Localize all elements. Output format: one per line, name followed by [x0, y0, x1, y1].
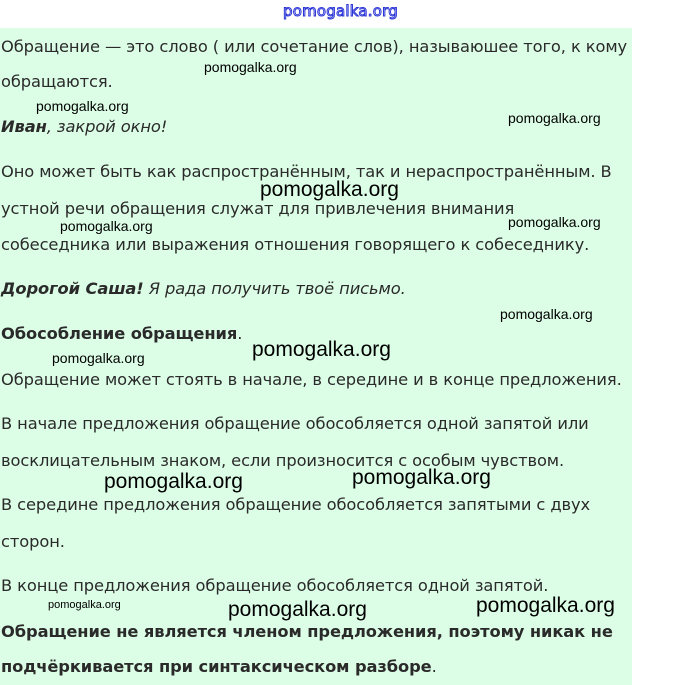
definition-line-2: обращаются.	[1, 72, 113, 91]
section-heading-dot: .	[237, 324, 243, 343]
section-heading-text: Обособление обращения	[1, 324, 238, 343]
definition-line-1: Обращение — это слово ( или сочетание слов), называюшее того, к кому	[1, 37, 628, 56]
site-link[interactable]: pomogalka.org	[283, 2, 398, 20]
watermark: pomogalka.org	[508, 110, 601, 126]
paragraph-5-line-2: сторон.	[1, 532, 65, 551]
paragraph-4-line-2: восклицательным знаком, если произносится с особым чувством.	[1, 451, 565, 470]
watermark: pomogalka.org	[500, 306, 593, 322]
watermark: pomogalka.org	[228, 598, 367, 621]
watermark: pomogalka.org	[60, 218, 153, 234]
paragraph-5-line-1: В середине предложения обращение обособляется запятыми с двух	[1, 495, 591, 514]
watermark: pomogalka.org	[204, 59, 297, 75]
paragraph-7-line-1: Обращение не является членом предложения, поэтому никак не	[1, 622, 613, 641]
example-2-text: Я рада получить твоё письмо.	[143, 279, 406, 298]
watermark: pomogalka.org	[476, 594, 615, 617]
example-1-name: Иван	[1, 117, 47, 136]
example-1-text: , закрой окно!	[46, 117, 168, 136]
paragraph-3: Обращение может стоять в начале, в середине и в конце предложения.	[1, 370, 622, 389]
watermark: pomogalka.org	[508, 214, 601, 230]
example-2	[1, 279, 406, 298]
paragraph-7-line-2	[1, 657, 437, 676]
paragraph-4-line-1: В начале предложения обращение обособляется одной запятой или	[1, 414, 589, 433]
watermark: pomogalka.org	[48, 599, 121, 611]
watermark: pomogalka.org	[252, 338, 391, 361]
watermark: pomogalka.org	[36, 98, 129, 114]
watermark: pomogalka.org	[260, 178, 399, 201]
watermark: pomogalka.org	[104, 470, 243, 493]
paragraph-2-line-2: устной речи обращения служат для привлечения внимания	[1, 199, 515, 218]
paragraph-7-dot: .	[431, 657, 437, 676]
example-1	[1, 117, 167, 136]
section-heading	[1, 324, 242, 343]
paragraph-2-line-3: собеседника или выражения отношения говорящего к собеседнику.	[1, 235, 590, 254]
paragraph-2-line-1: Оно может быть как распространённым, так и нераспространённым. В	[1, 162, 612, 181]
example-2-name: Дорогой Саша!	[1, 279, 144, 298]
watermark: pomogalka.org	[52, 350, 145, 366]
watermark: pomogalka.org	[352, 466, 491, 489]
paragraph-7-line-2-text: подчёркивается при синтаксическом разборе	[1, 657, 432, 676]
paragraph-6: В конце предложения обращение обособляется одной запятой.	[1, 576, 549, 595]
